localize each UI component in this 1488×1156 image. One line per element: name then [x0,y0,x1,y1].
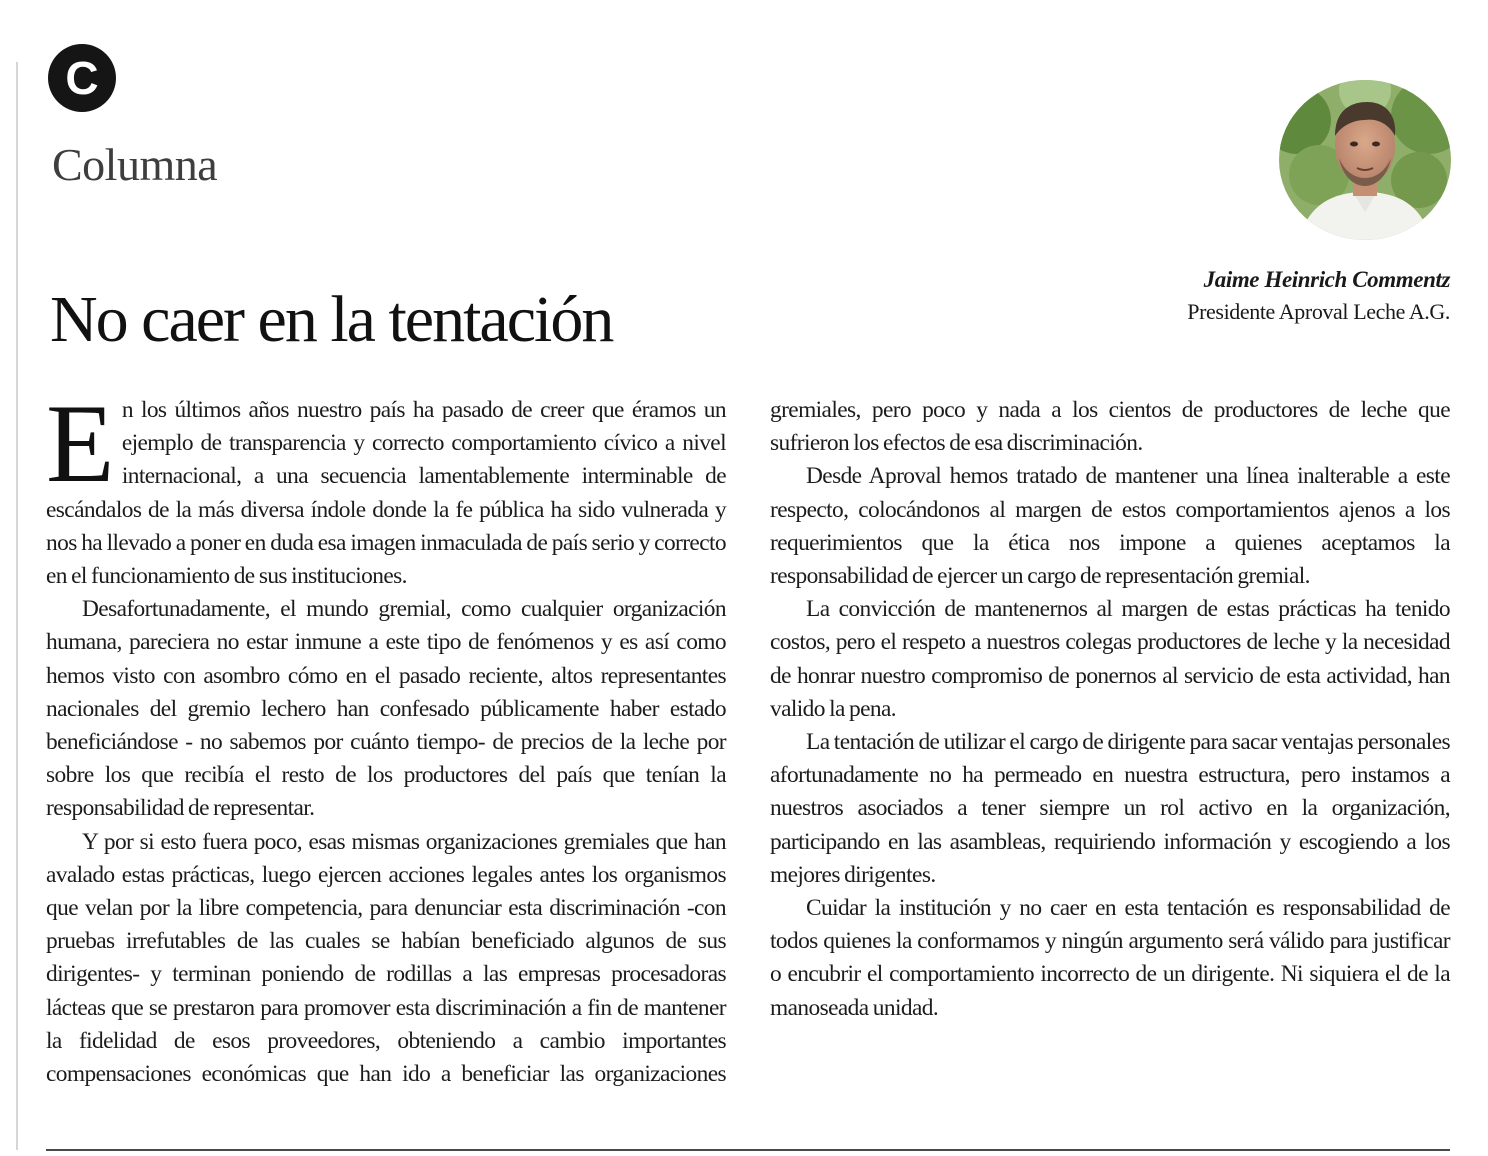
article-paragraph-2: Desafortunadamente, el mundo gremial, como cualquier organización humana, pareciera no estar inmune a este tipo de fenómenos y es así como hemos visto con asombro cómo en el pasado reciente, altos representantes nacionales del gremio lechero han confesado públicamente haber estado beneficiándose - no sabemos por cuánto tiempo- de precios de la leche por sobre los que recibía el resto de los productores del país que tenían la responsabilidad de representar. [46,596,726,822]
left-margin-rule [16,62,18,1150]
article-body [46,382,1450,1129]
article-paragraph-5: La convicción de mantenernos al margen de estas prácticas ha tenido costos, pero el respeto a nuestros colegas productores de leche y la necesidad de honrar nuestro compromiso de ponernos al servicio de esta actividad, han valido la pena. [770,596,1450,722]
article-paragraph-4: Desde Aproval hemos tratado de mantener una línea inalterable a este respecto, colocándonos al margen de estos comportamientos ajenos a los requerimientos que la ética nos impone a quienes aceptamos la responsabilidad de ejercer un cargo de representación gremial. [770,463,1450,590]
author-portrait-icon [1279,80,1451,240]
author-role: Presidente Aproval Leche A.G. [1187,299,1450,324]
drop-cap: E [46,382,114,506]
article-headline: No caer en la tentación [50,283,613,356]
article-paragraph-6: La tentación de utilizar el cargo de dirigente para sacar ventajas personales afortunadamente no ha permeado en nuestra estructura, pero instamos a nuestros asociados a tener siempre un rol activo en la organización, participando en las asambleas, requiriendo información y escogiendo a los mejores dirigentes. [770,729,1450,888]
section-label: Columna [52,139,218,190]
bottom-rule [46,1149,1450,1151]
article-paragraph-3: Y por si esto fuera poco, esas mismas organizaciones gremiales que han avalado estas prácticas, luego ejercen acciones legales antes los organismos que velan por la libre competencia, para denunciar esta discriminación -con pruebas irrefutables de las cuales se habían beneficiado algunos de sus dirigentes- y terminan poniendo de rodillas a las empresas procesadoras lácteas que se prestaron para promover esta discriminación a fin de mantener la fidelidad de esos proveedores, obteniendo a cambio importantes compensaciones económicas que han ido a beneficiar las organizaciones gremiales, pero poco y nada a los cientos de productores de leche que sufrieron los efectos de esa discriminación. [46,397,1450,1088]
article-paragraph-7: Cuidar la institución y no caer en esta tentación es responsabilidad de todos quienes la conformamos y ningún argumento será válido para justificar o encubrir el comportamiento incorrecto de un dirigente. Ni siquiera el de la manoseada unidad. [770,895,1450,1021]
article-paragraph-1 [46,382,726,593]
author-name: Jaime Heinrich Commentz [1203,267,1450,292]
section-badge: C [48,44,116,112]
author-byline [1187,264,1450,328]
paragraph-text: n los últimos años nuestro país ha pasado de creer que éramos un ejemplo de transparencia y correcto comportamiento cívico a nivel internacional, a una secuencia lamentablemente interminable de escándalos de la más diversa índole donde la fe pública ha sido vulnerada y nos ha llevado a poner en duda esa imagen inmaculada de país serio y correcto en el funcionamiento de sus instituciones. [46,397,726,590]
